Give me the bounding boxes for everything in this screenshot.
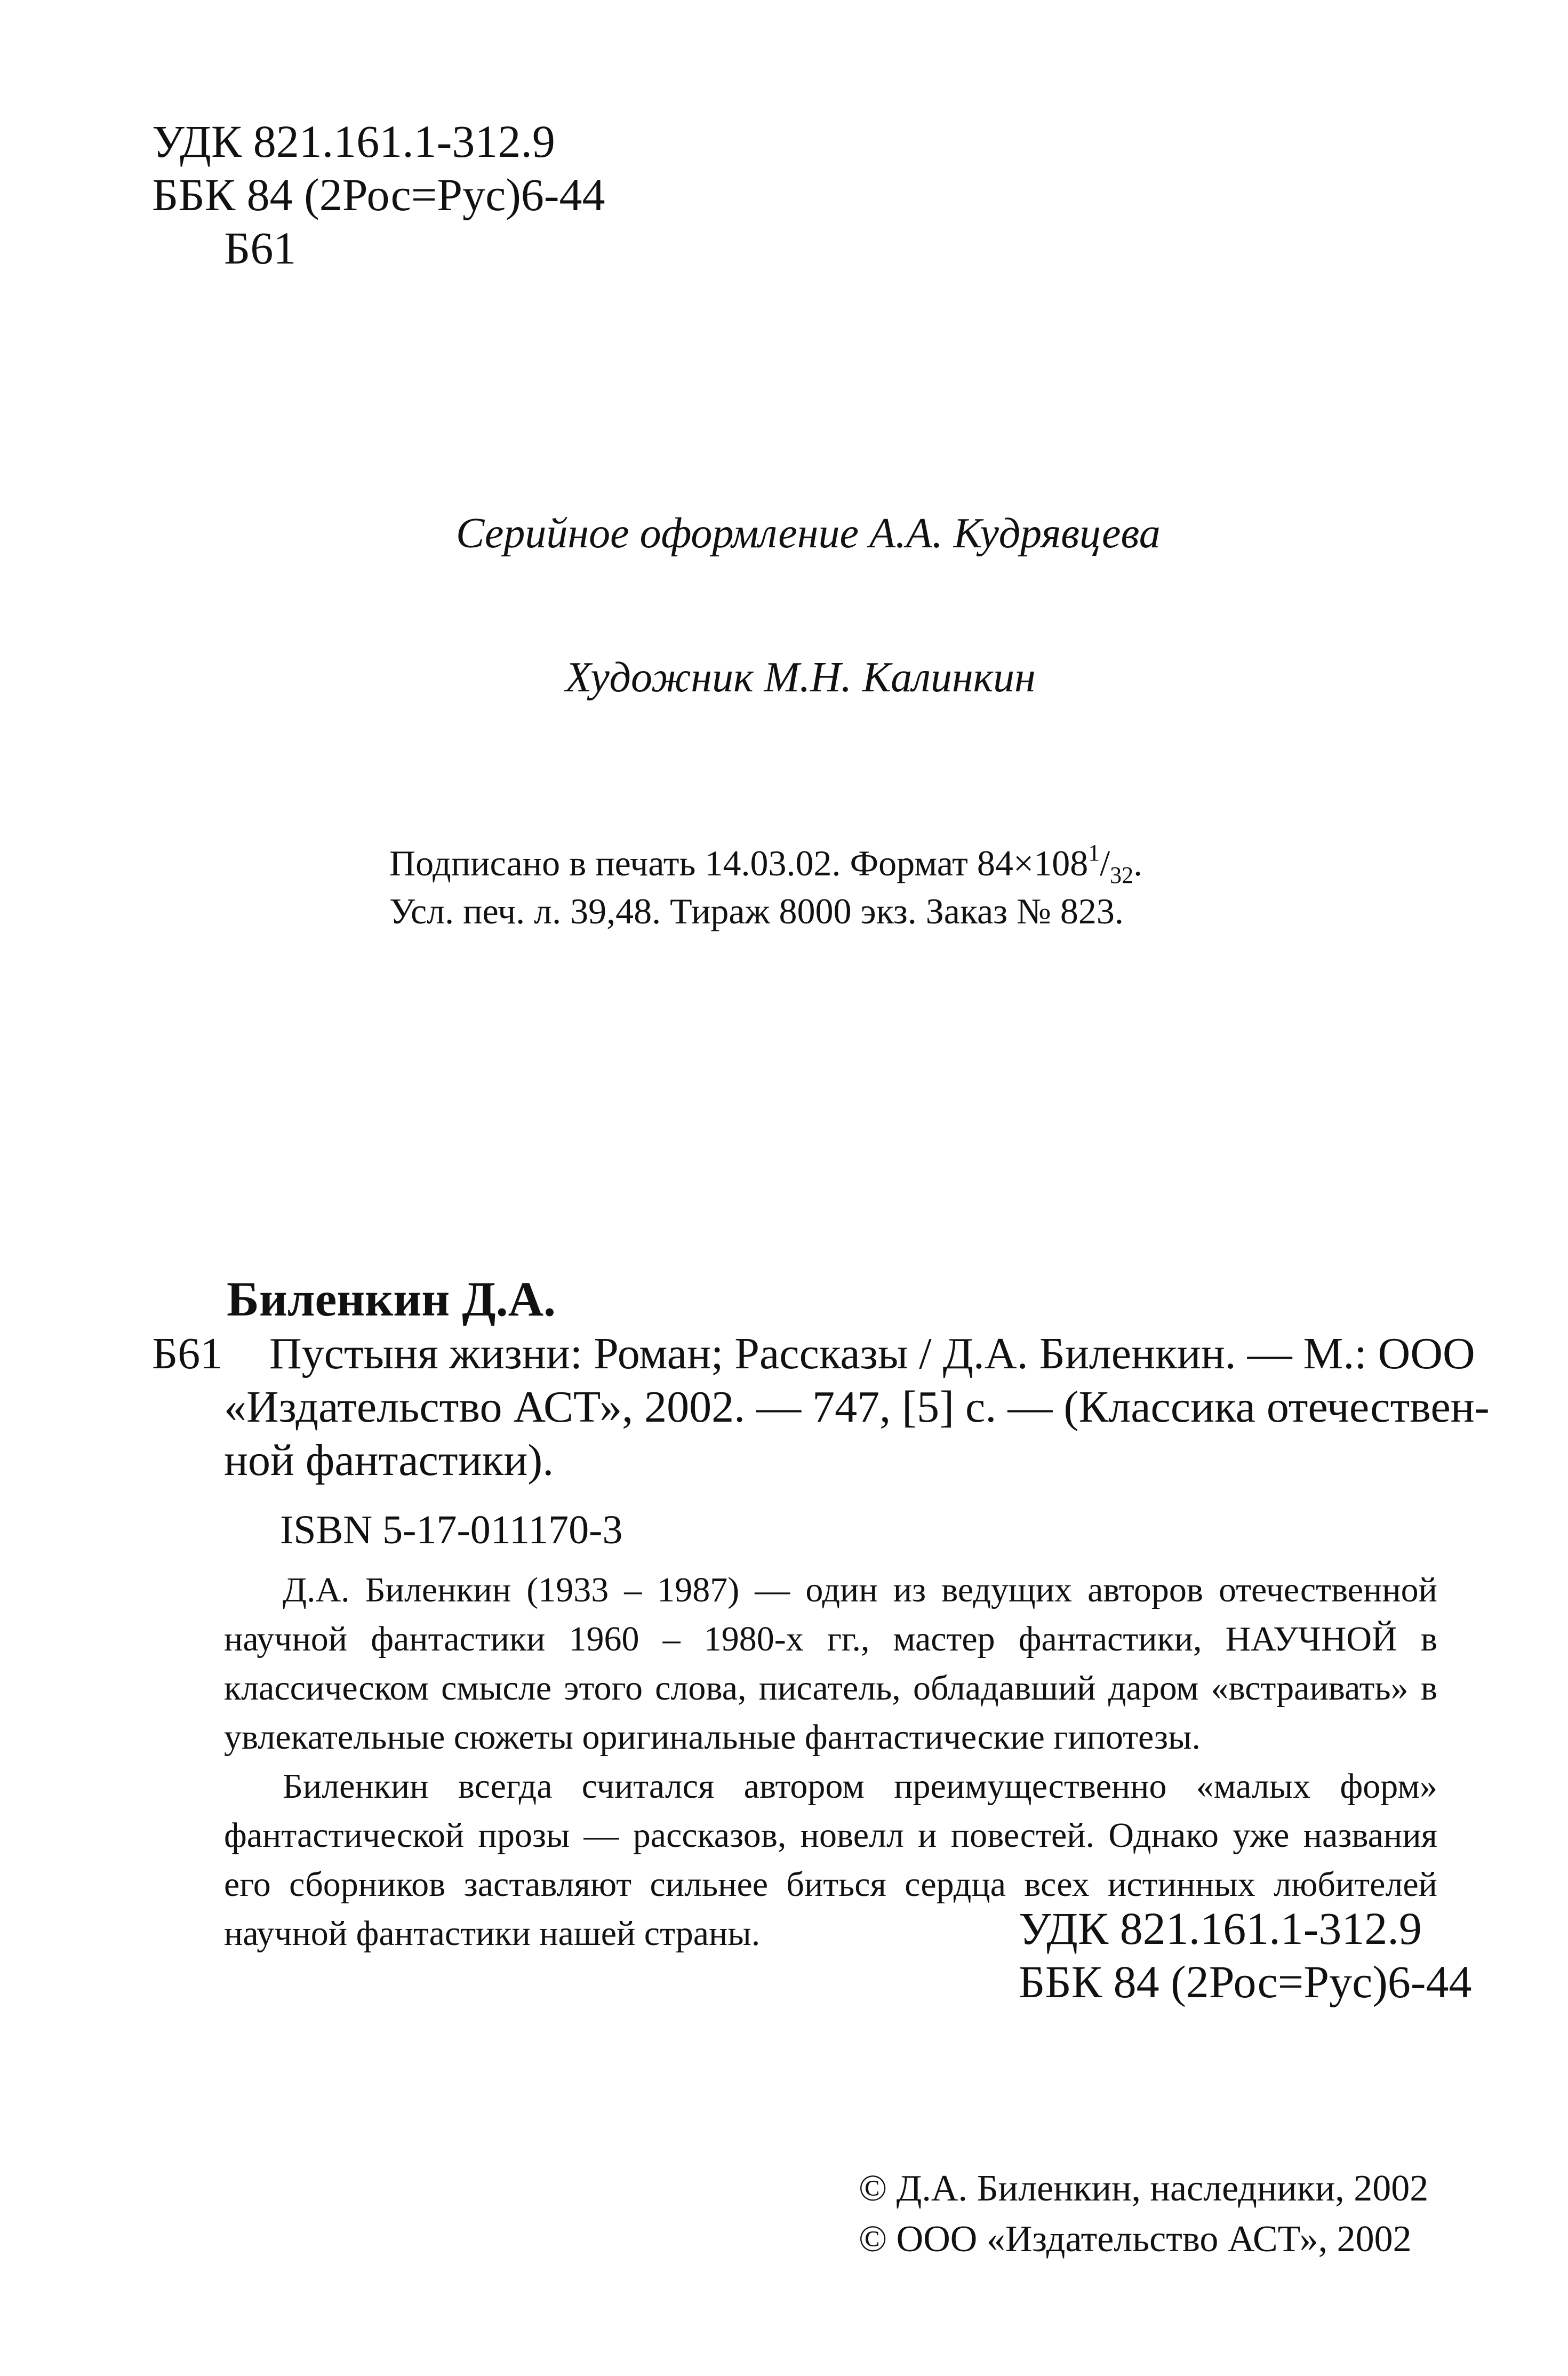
udk-code: УДК 821.161.1-312.9 xyxy=(152,116,555,167)
annotation-paragraph-1: Д.А. Биленкин (1933 – 1987) — один из ведущих авторов отечественной научной фантастики 1960 – 1980-х гг., мастер фантастики, НАУЧНОЙ в классическом смысле этого слова, писатель, обладавший даром «встраивать» в увлекательные сюжеты оригинальные фантастические гипотезы. xyxy=(224,1570,1437,1757)
footer-udk-code: УДК 821.161.1-312.9 xyxy=(1019,1903,1422,1954)
imprint-line-1: Подписано в печать 14.03.02. Формат $84\times 108^1/_{32}$. xyxy=(389,840,1143,888)
catalog-code: Б61 xyxy=(152,1329,223,1378)
artist-credit: Художник М.Н. Калинкин xyxy=(565,654,1036,701)
catalog-line-3: ной фантастики). xyxy=(224,1436,554,1485)
catalog-author: Биленкин Д.А. xyxy=(227,1272,556,1326)
annotation-paragraph-2: Биленкин всегда считался автором преимущественно «малых форм» фантастической прозы — рассказов, новелл и повестей. Однако уже названия его сборников заставляют сильнее биться сердца всех истинных любителей научной фантастики нашей страны. xyxy=(224,1767,1437,1953)
format-numerator: 1 xyxy=(1088,840,1100,866)
annotation xyxy=(224,1566,1437,1958)
imprint-line-2: Усл. печ. л. 39,48. Тираж 8000 экз. Заказ № 823. xyxy=(389,891,1124,931)
catalog-line-1: Пустыня жизни: Роман; Рассказы / Д.А. Биленкин. — М.: ООО xyxy=(269,1329,1475,1378)
series-design-credit: Серийное оформление А.А. Кудрявцева xyxy=(456,510,1161,557)
catalog-line-2: «Издательство АСТ», 2002. — 747, [5] с. — (Классика отечествен- xyxy=(224,1382,1490,1432)
author-mark: Б61 xyxy=(224,222,297,274)
format-denominator: 32 xyxy=(1110,862,1134,888)
footer-bbk-code: ББК 84 (2Рос=Рус)6-44 xyxy=(1019,1956,1472,2007)
isbn: ISBN 5-17-011170-3 xyxy=(280,1508,623,1552)
copyright-publisher: © ООО «Издательство АСТ», 2002 xyxy=(859,2219,1412,2260)
imprint-line-1-suffix: . xyxy=(1133,843,1143,883)
bbk-code: ББК 84 (2Рос=Рус)6-44 xyxy=(152,169,605,220)
imprint-line-1-text: Подписано в печать 14.03.02. Формат 84×108 xyxy=(389,843,1089,883)
copyright-author: © Д.А. Биленкин, наследники, 2002 xyxy=(859,2168,1429,2209)
